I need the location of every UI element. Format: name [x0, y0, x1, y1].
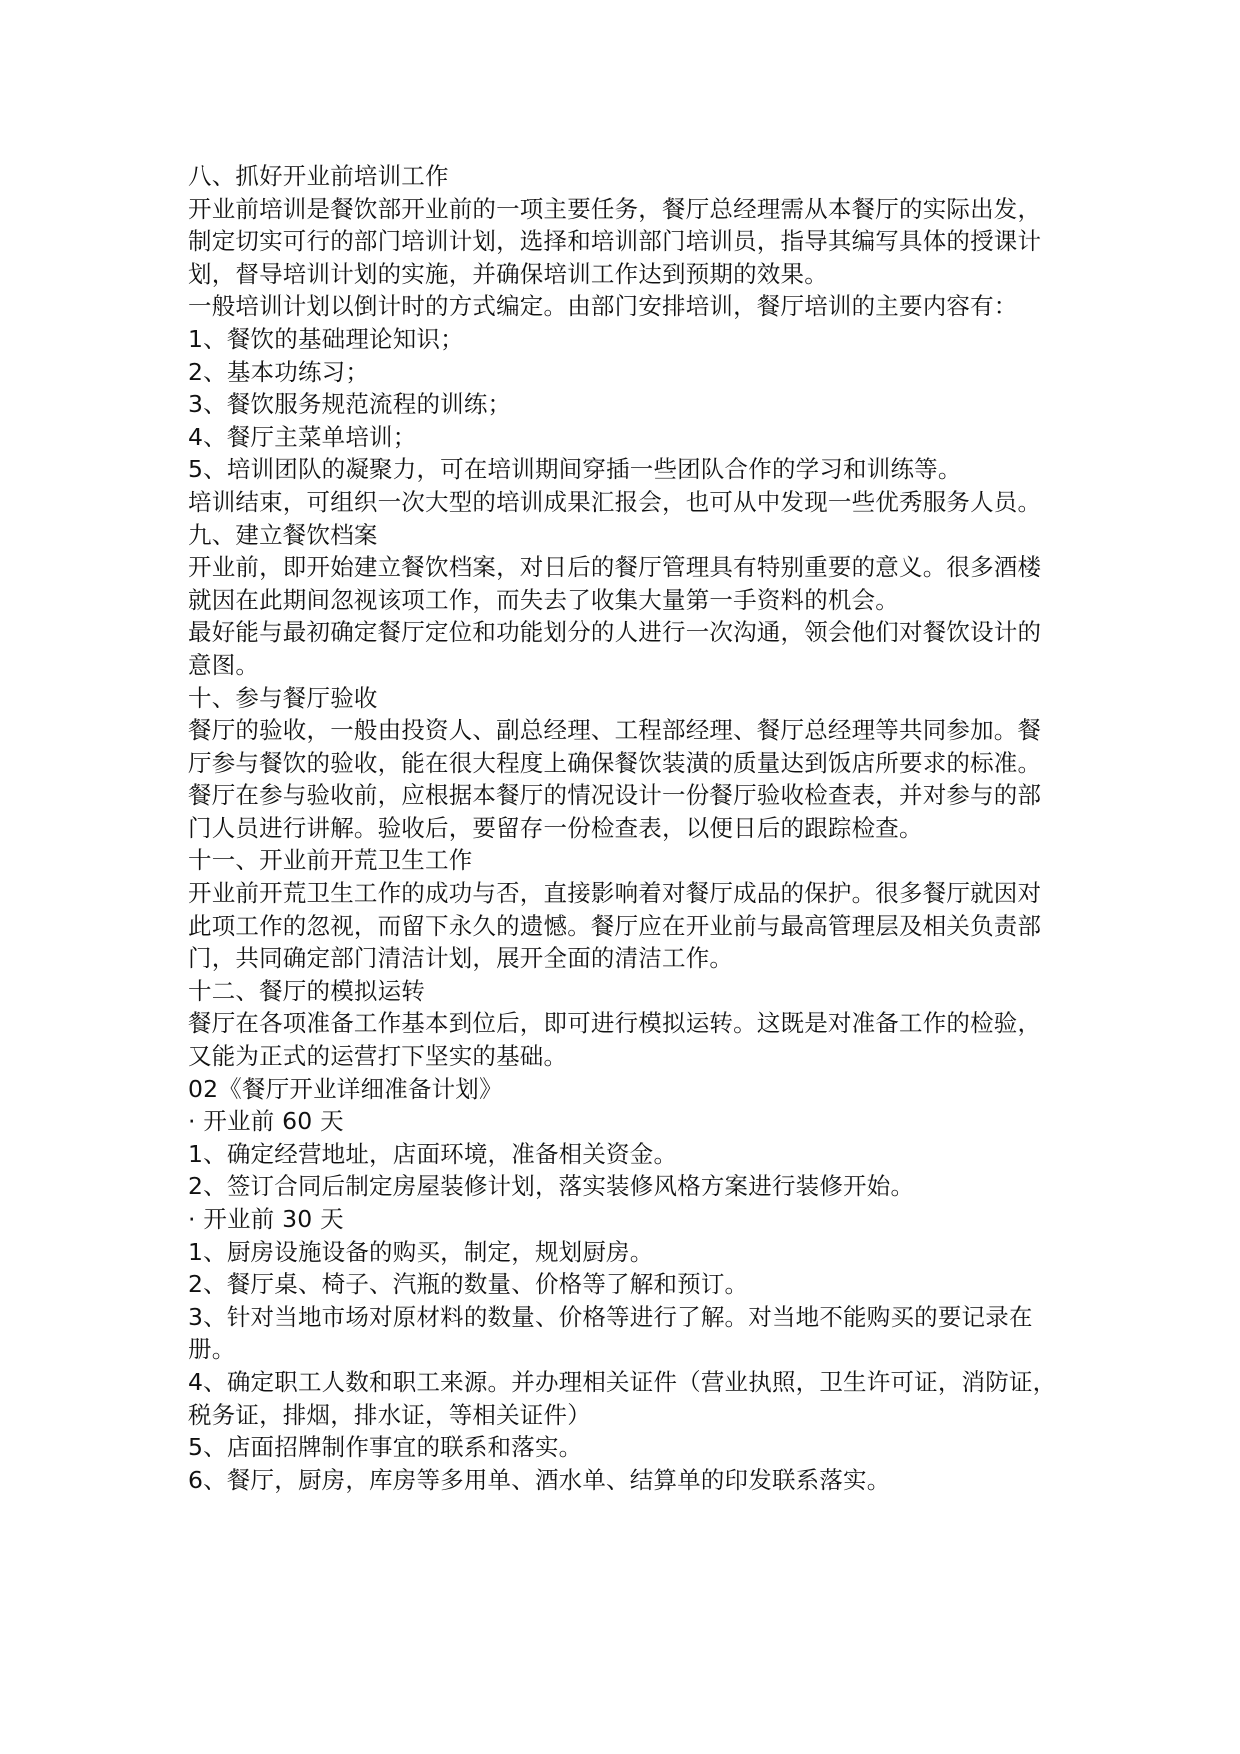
- list-item: 5、店面招牌制作事宜的联系和落实。: [188, 1433, 583, 1462]
- list-item: 5、培训团队的凝聚力，可在培训期间穿插一些团队合作的学习和训练等。: [188, 455, 962, 484]
- timeline-heading-60-days: · 开业前 60 天: [188, 1107, 344, 1136]
- paragraph: 开业前开荒卫生工作的成功与否，直接影响着对餐厅成品的保护。很多餐厅就因对此项工作的忽视，而留下永久的遗憾。餐厅应在开业前与最高管理层及相关负责部门，共同确定部门清洁计划，展开全面的清洁工作。: [188, 879, 1042, 973]
- section-heading-8: 八、抓好开业前培训工作: [188, 162, 449, 190]
- list-item: 2、餐厅桌、椅子、汽瓶的数量、价格等了解和预订。: [188, 1270, 749, 1299]
- list-item: 2、签订合同后制定房屋装修计划，落实装修风格方案进行装修开始。: [188, 1172, 915, 1201]
- paragraph: 一般培训计划以倒计时的方式编定。由部门安排培训，餐厅培训的主要内容有：: [188, 292, 1018, 321]
- paragraph: 最好能与最初确定餐厅定位和功能划分的人进行一次沟通，领会他们对餐饮设计的意图。: [188, 618, 1042, 679]
- list-item: 6、餐厅，厨房，库房等多用单、酒水单、结算单的印发联系落实。: [188, 1465, 891, 1494]
- list-item: 2、基本功练习；: [188, 357, 370, 386]
- document-body: [188, 160, 1058, 1496]
- list-item: 1、确定经营地址，店面环境，准备相关资金。: [188, 1139, 678, 1168]
- section-heading-11: 十一、开业前开荒卫生工作: [188, 846, 473, 875]
- list-item: 4、确定职工人数和职工来源。并办理相关证件（营业执照，卫生许可证，消防证，税务证，排烟，排水证，等相关证件）: [188, 1367, 1057, 1429]
- list-item: 1、餐饮的基础理论知识；: [188, 324, 464, 353]
- paragraph: 开业前，即开始建立餐饮档案，对日后的餐厅管理具有特别重要的意义。很多酒楼就因在此期间忽视该项工作，而失去了收集大量第一手资料的机会。: [188, 553, 1042, 614]
- paragraph: 餐厅在各项准备工作基本到位后，即可进行模拟运转。这既是对准备工作的检验，又能为正式的运营打下坚实的基础。: [188, 1009, 1042, 1071]
- list-item: 1、厨房设施设备的购买，制定，规划厨房。: [188, 1237, 654, 1266]
- section-heading-12: 十二、餐厅的模拟运转: [188, 976, 425, 1005]
- plan-title: 02《餐厅开业详细准备计划》: [188, 1074, 503, 1103]
- list-item: 3、餐饮服务规范流程的训练；: [188, 390, 512, 419]
- paragraph: 开业前培训是餐饮部开业前的一项主要任务，餐厅总经理需从本餐厅的实际出发，制定切实可行的部门培训计划，选择和培训部门培训员，指导其编写具体的授课计划，督导培训计划的实施，并确保培训工作达到预期的效果。: [188, 194, 1042, 288]
- section-heading-9: 九、建立餐饮档案: [188, 520, 378, 549]
- list-item: 4、餐厅主菜单培训；: [188, 422, 417, 451]
- list-item: 3、针对当地市场对原材料的数量、价格等进行了解。对当地不能购买的要记录在册。: [188, 1302, 1033, 1364]
- section-heading-10: 十、参与餐厅验收: [188, 683, 378, 712]
- timeline-heading-30-days: · 开业前 30 天: [188, 1205, 344, 1233]
- paragraph: 培训结束，可组织一次大型的培训成果汇报会，也可从中发现一些优秀服务人员。: [188, 487, 1042, 516]
- paragraph: 餐厅的验收，一般由投资人、副总经理、工程部经理、餐厅总经理等共同参加。餐厅参与餐饮的验收，能在很大程度上确保餐饮装潢的质量达到饭店所要求的标准。餐厅在参与验收前，应根据本餐厅的情况设计一份餐厅验收检查表，并对参与的部门人员进行讲解。验收后，要留存一份检查表，以便日后的跟踪检查。: [188, 716, 1042, 842]
